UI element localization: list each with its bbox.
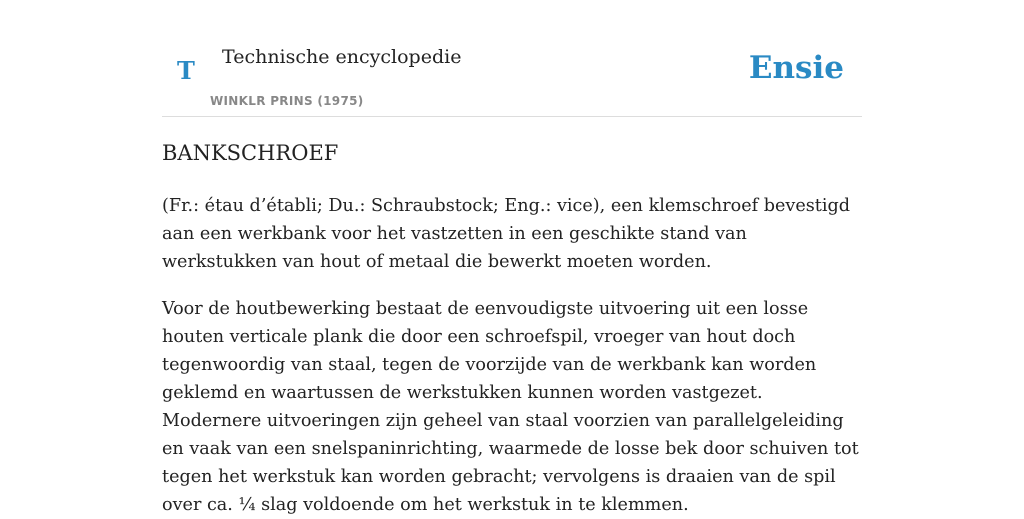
entry-title: BANKSCHROEF (162, 141, 339, 165)
book-subtitle: WINKLR PRINS (1975) (210, 94, 364, 108)
book-title-link[interactable]: Technische encyclopedie (222, 46, 462, 68)
encyclopedia-logo-icon[interactable]: T (177, 56, 195, 85)
page (162, 0, 862, 515)
entry-paragraph: Voor de houtbewerking bestaat de eenvoudigste uitvoering uit een losse houten verticale plank die door een schroefspil, vroeger van hout doch tegenwoordig van staal, tegen de voorzijde van de werkbank kan worden geklemd en waartussen de werkstukken kunnen worden vastgezet. Modernere uitvoeringen zijn geheel van staal voorzien van parallelgeleiding en vaak van een snelspaninrichting, waarmede de losse bek door schuiven tot tegen het werkstuk kan worden gebracht; vervolgens is draaien van de spil over ca. ¼ slag voldoende om het werkstuk in te klemmen. (162, 299, 859, 515)
header (162, 0, 862, 117)
entry-paragraph: (Fr.: étau d’établi; Du.: Schraubstock; Eng.: vice), een klemschroef bevestigd aan een werkbank voor het vastzetten in een geschikte stand van werkstukken van hout of metaal die bewerkt moeten worden. (162, 196, 850, 272)
ensie-brand-link[interactable]: Ensie (748, 50, 844, 86)
